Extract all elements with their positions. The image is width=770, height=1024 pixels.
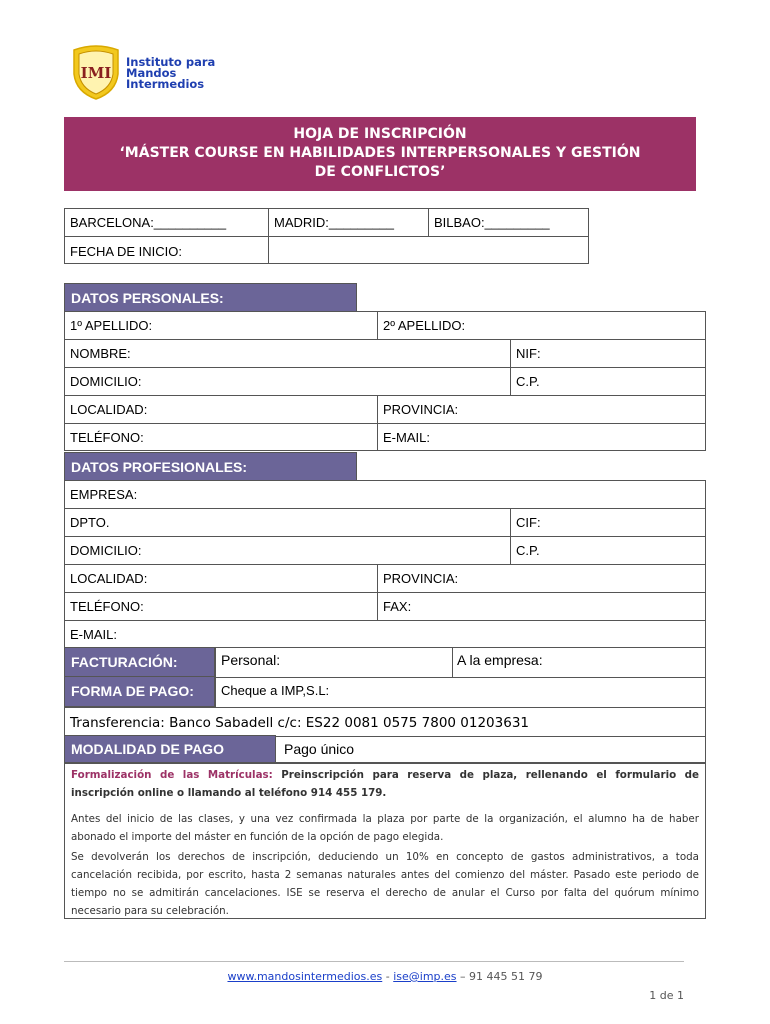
website-link[interactable]: www.mandosintermedios.es bbox=[227, 970, 383, 983]
logo-line-3: Intermedios bbox=[126, 77, 205, 91]
footer-divider bbox=[64, 961, 684, 962]
department-label: DPTO. bbox=[70, 515, 110, 530]
province-label: PROVINCIA: bbox=[383, 402, 459, 417]
shield-logo-icon bbox=[70, 44, 122, 100]
info-paragraph-2: Antes del inicio de las clases, y una vez confirmada la plaza por parte de la organización, el alumno ha de haber abonado el importe del máster en función de la opción de pago elegida. bbox=[71, 813, 699, 843]
enrollment-info-box bbox=[64, 763, 706, 919]
work-province-label: PROVINCIA: bbox=[383, 571, 459, 586]
madrid-field[interactable]: MADRID:_________ bbox=[274, 215, 394, 230]
work-address-label: DOMICILIO: bbox=[70, 543, 142, 558]
title-line-2: ‘MÁSTER COURSE EN HABILIDADES INTERPERSONALES Y GESTIÓN bbox=[119, 145, 641, 161]
footer bbox=[0, 970, 770, 983]
payment-modality-heading: MODALIDAD DE PAGO bbox=[64, 735, 276, 763]
postal-code-label: C.P. bbox=[516, 374, 540, 389]
city-label: LOCALIDAD: bbox=[70, 402, 148, 417]
footer-phone: – 91 445 51 79 bbox=[456, 970, 543, 983]
page-number: 1 de 1 bbox=[649, 989, 684, 1002]
fax-label: FAX: bbox=[383, 599, 412, 614]
address-label: DOMICILIO: bbox=[70, 374, 142, 389]
company-label: EMPRESA: bbox=[70, 487, 138, 502]
footer-separator: - bbox=[382, 970, 394, 983]
phone-label: TELÉFONO: bbox=[70, 430, 144, 445]
billing-personal-option[interactable]: Personal: bbox=[221, 652, 281, 668]
info-paragraph-1 bbox=[71, 766, 699, 802]
logo-initials: IMI bbox=[80, 64, 112, 82]
billing-heading: FACTURACIÓN: bbox=[64, 647, 215, 677]
billing-company-option[interactable]: A la empresa: bbox=[457, 652, 543, 668]
professional-data-table bbox=[64, 480, 706, 648]
logo-text bbox=[126, 57, 215, 90]
surname1-label: 1º APELLIDO: bbox=[70, 318, 153, 333]
email-link[interactable]: ise@imp.es bbox=[393, 970, 457, 983]
enrollment-formalization-text: Preinscripción para reserva de plaza, rellenando el formulario de inscripción online o llamando al teléfono 914 455 179. bbox=[71, 769, 700, 799]
work-phone-label: TELÉFONO: bbox=[70, 599, 144, 614]
work-city-label: LOCALIDAD: bbox=[70, 571, 148, 586]
barcelona-field[interactable]: BARCELONA:__________ bbox=[70, 215, 227, 230]
info-paragraph-3: Se devolverán los derechos de inscripción, deduciendo un 10% en concepto de gastos administrativos, a toda cancelación recibida, por escrito, hasta 2 semanas naturales antes del comienzo del máster. Pasado este periodo de tiempo no se admitirán cancelaciones. ISE se reserva el derecho de anular el Curso por falta del quórum mínimo necesario para su celebración. bbox=[71, 851, 699, 917]
transfer-option[interactable]: Transferencia: Banco Sabadell c/c: ES22 0081 0575 7800 01203631 bbox=[70, 715, 530, 731]
locations-table bbox=[64, 208, 589, 264]
professional-data-heading: DATOS PROFESIONALES: bbox=[64, 452, 357, 481]
cif-label: CIF: bbox=[516, 515, 541, 530]
email-label: E-MAIL: bbox=[383, 430, 430, 445]
cheque-option[interactable]: Cheque a IMP,S.L: bbox=[221, 683, 330, 698]
payment-modality-value[interactable]: Pago único bbox=[284, 741, 355, 757]
title-banner bbox=[64, 117, 696, 191]
bilbao-field[interactable]: BILBAO:_________ bbox=[434, 215, 550, 230]
title-line-1: HOJA DE INSCRIPCIÓN bbox=[293, 126, 467, 142]
payment-method-heading: FORMA DE PAGO: bbox=[64, 676, 215, 707]
enrollment-formalization-label: Formalización de las Matrículas: bbox=[71, 769, 273, 781]
work-email-label: E-MAIL: bbox=[70, 627, 117, 642]
personal-data-heading: DATOS PERSONALES: bbox=[64, 283, 357, 312]
logo-line-1: Instituto para bbox=[126, 55, 216, 69]
name-label: NOMBRE: bbox=[70, 346, 131, 361]
start-date-label: FECHA DE INICIO: bbox=[70, 244, 182, 259]
nif-label: NIF: bbox=[516, 346, 541, 361]
work-postal-code-label: C.P. bbox=[516, 543, 540, 558]
surname2-label: 2º APELLIDO: bbox=[383, 318, 466, 333]
start-date-input[interactable] bbox=[269, 237, 587, 263]
logo-line-2: Mandos bbox=[126, 66, 177, 80]
personal-data-table bbox=[64, 311, 706, 451]
title-line-3: DE CONFLICTOS’ bbox=[314, 164, 446, 180]
